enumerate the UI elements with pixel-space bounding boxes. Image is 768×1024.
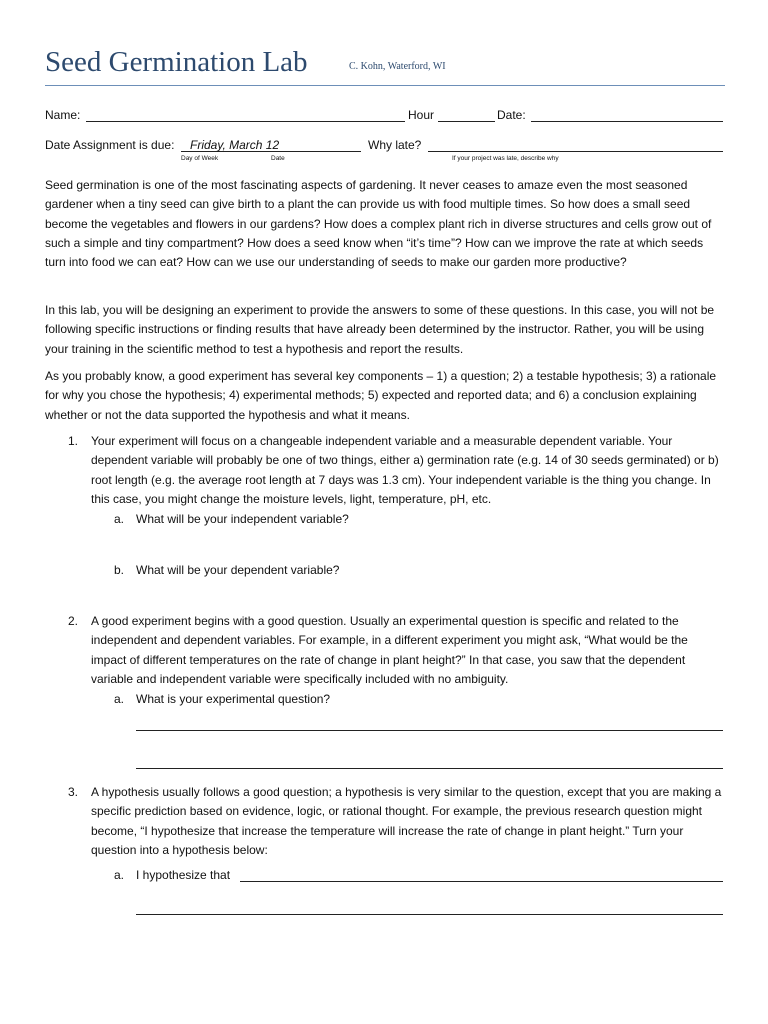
question-text: A good experiment begins with a good question. Usually an experimental question is specific and related to the independent and dependent variables. For example, in a different experiment you might ask, “What would be the impact of different temperatures on the rate of change in plant height?” In that case, you saw that the dependent variable and independent variable were specifically included with no ambiguity. <box>91 614 688 686</box>
name-field[interactable] <box>86 121 405 122</box>
intro-paragraph: As you probably know, a good experiment has several key components – 1) a question; 2) a testable hypothesis; 3) a rationale for why you chose the hypothesis; 4) experimental methods; 5) expected and reported data; and 6) a conclusion explaining whether or not the data supported the hypothesis and what it means. <box>45 369 717 422</box>
due-date-label: Date Assignment is due: <box>45 138 175 152</box>
sub-question-text: What will be your independent variable? <box>136 512 349 526</box>
page-title: Seed Germination Lab <box>45 46 308 78</box>
question-text: Your experiment will focus on a changeable independent variable and a measurable dependent variable. Your dependent variable will probably be one of two things, either a) germination rate (e.g. 14 of 30 seeds germinated) or b) root length (e.g. the average root length at 7 days was 1.3 cm). Your independent variable is the thing you change. In this case, you might change the moisture levels, light, temperature, pH, etc. <box>91 434 719 506</box>
sub-question-letter: b. <box>114 563 125 577</box>
hypothesis-answer-line[interactable] <box>240 881 723 882</box>
why-late-label: Why late? <box>368 138 422 152</box>
date-field[interactable] <box>531 121 723 122</box>
author-byline: C. Kohn, Waterford, WI <box>349 61 446 72</box>
question-text: A hypothesis usually follows a good question; a hypothesis is very similar to the question, except that you are making a specific prediction based on evidence, logic, or rational thought. For example, the previous research question might become, “I hypothesize that increase the temperature will increase the rate of change in plant height.” Turn your question into a hypothesis below: <box>91 785 722 857</box>
intro-paragraph: In this lab, you will be designing an experiment to provide the answers to some of these questions. In this case, you will not be following specific instructions or finding results that have already been determined by the instructor. Rather, you will be using your training in the scientific method to test a hypothesis and report the results. <box>45 303 715 356</box>
sub-question-text: I hypothesize that <box>136 868 231 882</box>
intro-paragraph: Seed germination is one of the most fascinating aspects of gardening. It never ceases to amaze even the most seasoned gardener when a tiny seed can give birth to a plant the can provide us with food multiple times. So how does a small seed become the vegetables and flowers in our gardens? How does a complex plant rich in diverse structures and cells grow out of such a simple and tiny compartment? How does a seed know when “it’s time”? How can we improve the rate at which seeds turn into food we can eat? How can we use our understanding of seeds to make our garden more productive? <box>45 178 712 270</box>
day-of-week-caption: Day of Week <box>181 155 219 162</box>
due-date-value: Friday, March 12 <box>190 138 280 152</box>
name-label: Name: <box>45 108 81 122</box>
why-late-caption: If your project was late, describe why <box>452 155 559 162</box>
title-row <box>45 46 725 82</box>
answer-line[interactable] <box>136 914 723 915</box>
hour-field[interactable] <box>438 121 495 122</box>
hour-label: Hour <box>408 108 435 122</box>
sub-question-letter: a. <box>114 692 125 706</box>
question-number: 1. <box>68 434 79 448</box>
answer-line[interactable] <box>136 730 723 731</box>
sub-question-text: What will be your dependent variable? <box>136 563 340 577</box>
date-label: Date: <box>497 108 526 122</box>
date-caption: Date <box>271 155 285 162</box>
question-number: 3. <box>68 785 79 799</box>
title-divider <box>45 85 725 86</box>
question-number: 2. <box>68 614 79 628</box>
sub-question-text: What is your experimental question? <box>136 692 331 706</box>
answer-line[interactable] <box>136 768 723 769</box>
sub-question-letter: a. <box>114 868 125 882</box>
why-late-field[interactable] <box>428 151 723 152</box>
sub-question-letter: a. <box>114 512 125 526</box>
